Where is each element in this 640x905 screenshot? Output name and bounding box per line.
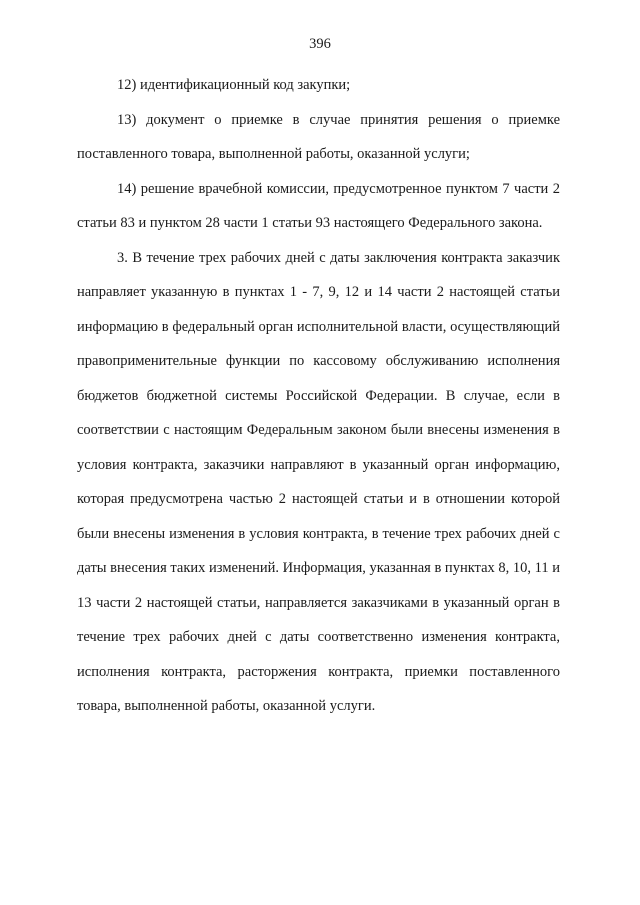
list-item-14: 14) решение врачебной комиссии, предусмотренное пунктом 7 части 2 статьи 83 и пунктом 28 части 1 статьи 93 настоящего Федерального закона.	[77, 180, 560, 231]
list-item-12: 12) идентификационный код закупки;	[117, 77, 351, 93]
section-3-paragraph: 3. В течение трех рабочих дней с даты заключения контракта заказчик направляет указанную в пунктах 1 - 7, 9, 12 и 14 части 2 настоящей статьи информацию в федеральный орган исполнительной власти, осуществляющий правоприменительные функции по кассовому обслуживанию исполнения бюджетов бюджетной системы Российской Федерации. В случае, если в соответствии с настоящим Федеральным законом были внесены изменения в условия контракта, заказчики направляют в указанный орган информацию, которая предусмотрена частью 2 настоящей статьи и в отношении которой были внесены изменения в условия контракта, в течение трех рабочих дней с даты внесения таких изменений. Информация, указанная в пунктах 8, 10, 11 и 13 части 2 настоящей статьи, направляется заказчиками в указанный орган в течение трех рабочих дней с даты соответственно изменения контракта, исполнения контракта, расторжения контракта, приемки поставленного товара, выполненной работы, оказанной услуги.	[77, 249, 560, 714]
page-number: 396	[309, 36, 331, 52]
list-item-13: 13) документ о приемке в случае принятия решения о приемке поставленного товара, выполненной работы, оказанной услуги;	[77, 111, 560, 162]
document-body	[77, 68, 560, 724]
